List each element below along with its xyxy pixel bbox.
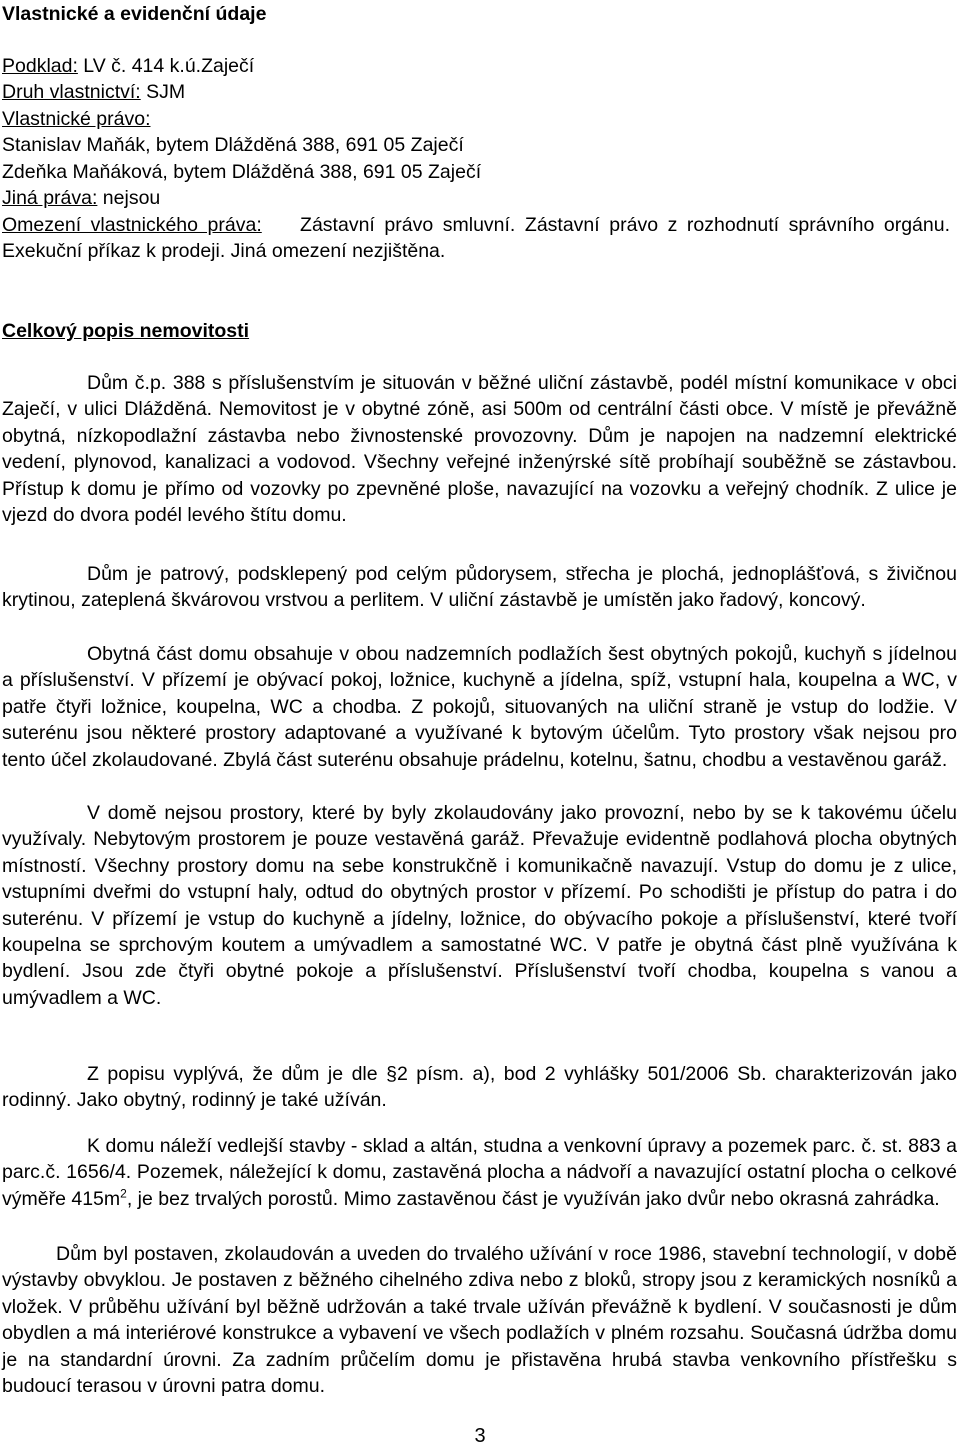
- druh-label: Druh vlastnictví:: [2, 81, 141, 104]
- ownership-records: [2, 53, 957, 211]
- jina-line: [2, 185, 957, 211]
- land-text-a: K domu náleží vedlejší stavby - sklad a altán, studna a venkovní úpravy a pozemek parc. č. st. 883 a parc.č. 1656/4. Pozemek, náležející k domu, zastavěná plocha a nádvoří a navazující ostatní plocha o celkové výměře 415m: [2, 1135, 957, 1210]
- owner-2: Zdeňka Maňáková, bytem Dlážděná 388, 691 05 Zaječí: [2, 160, 482, 183]
- paragraph-location: Dům č.p. 388 s příslušenstvím je situován v běžné uliční zástavbě, podél místní komunikace v obci Zaječí, v ulici Dlážděná. Nemovitost je v obytné zóně, asi 500m od centrální části obce. V místě je převážně obytná, nízkopodlažní zástavba nebo živnostenské provozovny. Dům je napojen na nadzemní elektrické vedení, plynovod, kanalizaci a vodovod. Všechny veřejné inženýrské sítě probíhají souběžně se zástavbou. Přístup k domu je přímo od vozovky po zpevněné ploše, navazující na vozovku a veřejný chodník. Z ulice je vjezd do dvora podél levého štítu domu.: [2, 372, 957, 527]
- paragraph-living-area: Obytná část domu obsahuje v obou nadzemních podlažích šest obytných pokojů, kuchyň s jídelnou a příslušenství. V přízemí je obývací pokoj, ložnice, kuchyně a jídelna, spíž, vstupní hala, koupelna a WC, v patře čtyři ložnice, koupelna, WC a chodba. Z pokojů, situovaných na uliční straně je vstup do lodžie. V suterénu jsou některé prostory adaptované a využívané k bytovým účelům. Tyto prostory však nejsou pro tento účel zkolaudované. Zbylá část suterénu obsahuje prádelnu, kotelnu, šatnu, chodbu a vestavěnou garáž.: [2, 643, 957, 771]
- druh-line: [2, 79, 957, 105]
- podklad-value: LV č. 414 k.ú.Zaječí: [77, 55, 255, 77]
- page-title: Vlastnické a evidenční údaje: [2, 3, 267, 25]
- paragraph-classification: Z popisu vyplývá, že dům je dle §2 písm. a), bod 2 vyhlášky 501/2006 Sb. charakterizován jako rodinný. Jako obytný, rodinný je také užíván.: [2, 1063, 957, 1112]
- page-number: 3: [474, 1425, 486, 1447]
- jina-value: nejsou: [97, 187, 161, 210]
- vlastnicke-label: Vlastnické právo:: [2, 107, 151, 130]
- podklad-label: Podklad:: [2, 55, 78, 77]
- paragraph-construction: Dům je patrový, podsklepený pod celým půdorysem, střecha je plochá, jednoplášťová, s živičnou krytinou, zateplená škvárovou vrstvou a perlitem. V uliční zástavbě je umístěn jako řadový, koncový.: [2, 563, 957, 612]
- owner-1: Stanislav Maňák, bytem Dlážděná 388, 691 05 Zaječí: [2, 134, 464, 157]
- paragraph-history: Dům byl postaven, zkolaudován a uveden do trvalého užívání v roce 1986, stavební technologií, v době výstavby obvyklou. Je postaven z běžného cihelného zdiva nebo z bloků, stropy jsou z keramických nosníků a vložek. V průběhu užívání byl běžně udržován a také trvale užíván převážně k bydlení. V současnosti je dům obydlen a má interiérové konstrukce a vybavení ve všech podlažích v plném rozsahu. Současná údržba domu je na standardní úrovni. Za zadním průčelím domu je přistavěna hrubá stavba venkovního přístřešku s budoucí terasou v úrovni patra domu.: [2, 1243, 957, 1398]
- paragraph-land: [2, 1133, 957, 1212]
- druh-value: SJM: [140, 81, 186, 104]
- area-superscript: 2: [120, 1186, 127, 1201]
- omezeni-label: Omezení vlastnického práva:: [2, 214, 262, 236]
- jina-label: Jiná práva:: [2, 187, 98, 210]
- section-title: Celkový popis nemovitosti: [2, 320, 250, 342]
- land-text-b: , je bez trvalých porostů. Mimo zastavěnou část je využíván jako dvůr nebo okrasná zahrádka.: [126, 1187, 940, 1210]
- vlastnicke-line: [2, 106, 957, 132]
- podklad-line: [2, 53, 957, 79]
- omezeni-block: [2, 212, 950, 265]
- paragraph-premises: V domě nejsou prostory, které by byly zkolaudovány jako provozní, nebo by se k takovému účelu využívaly. Nebytovým prostorem je pouze vestavěná garáž. Převažuje evidentně podlahová plocha obytných místností. Všechny prostory domu na sebe konstrukčně i komunikačně navazují. Vstup do domu je z ulice, vstupními dveřmi do vstupní haly, odtud do obytných prostor v přízemí. Po schodišti je přístup do patra i do suterénu. V přízemí je vstup do kuchyně a jídelny, ložnice, do obývacího pokoje a příslušenství, které tvoří koupelna se sprchovým koutem a umývadlem a samostatné WC. V patře je obytná část plně využívána k bydlení. Jsou zde čtyři obytné pokoje a příslušenství. Příslušenství tvoří chodba, koupelna s vanou a umývadlem a WC.: [2, 802, 957, 1009]
- omezeni-value: Zástavní právo smluvní. Zástavní právo z rozhodnutí správního orgánu. Exekuční příkaz k prodeji. Jiná omezení nezjištěna.: [2, 214, 950, 263]
